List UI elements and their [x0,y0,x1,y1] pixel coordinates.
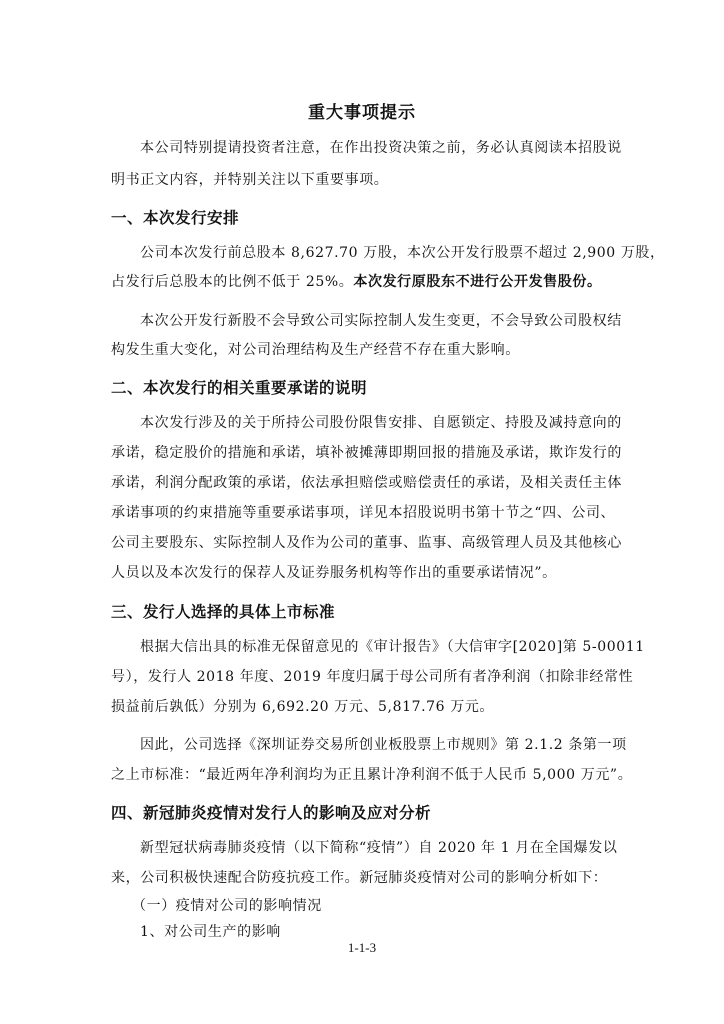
section-1-para-1-line-2 [111,272,613,292]
section-4-para-1-line-2: 来，公司积极快速配合防疫抗疫工作。新冠肺炎疫情对公司的影响分析如下： [111,870,608,886]
section-1-heading: 一、本次发行安排 [111,209,240,227]
subsection-1-heading: （一）疫情对公司的影响情况 [132,898,322,914]
section-2-line-2: 承诺，稳定股价的措施和承诺，填补被摊薄即期回报的措施及承诺，欺诈发行的 [111,445,622,461]
section-2-line-3: 承诺，利润分配政策的承诺，依法承担赔偿或赔偿责任的承诺，及相关责任主体 [111,475,622,491]
section-4-heading: 四、新冠肺炎疫情对发行人的影响及应对分析 [111,804,432,822]
section-2-line-6: 人员以及本次发行的保荐人及证券服务机构等作出的重要承诺情况”。 [111,565,557,581]
section-1-para-2-line-2: 构发生重大变化，对公司治理结构及生产经营不存在重大影响。 [111,342,520,358]
section-2-line-4: 承诺事项的约束措施等重要承诺事项，详见本招股说明书第十节之“四、公司、 [111,505,616,521]
issuance-ratio-text: 占发行后总股本的比例不低于 25%。 [111,274,354,290]
intro-line-1: 本公司特别提请投资者注意，在作出投资决策之前，务必认真阅读本招股说 [140,140,622,156]
section-2-line-5: 公司主要股东、实际控制人及作为公司的董事、监事、高级管理人员及其他核心 [111,535,622,551]
section-1-para-2-line-1: 本次公开发行新股不会导致公司实际控制人发生变更，不会导致公司股权结 [140,313,622,329]
page-title: 重大事项提示 [308,103,416,123]
section-3-para-1-line-2: 号），发行人 2018 年度、2019 年度归属于母公司所有者净利润（扣除非经常性 [111,669,634,685]
subsection-1-1-heading: 1、对公司生产的影响 [140,924,281,940]
page-number: 1-1-3 [347,940,377,955]
section-1-para-1-line-1: 公司本次发行前总股本 8,627.70 万股，本次公开发行股票不超过 2,900 万股， [140,245,665,261]
no-shareholder-sale-note: 本次发行原股东不进行公开发售股份。 [353,274,602,290]
intro-line-2: 明书正文内容，并特别关注以下重要事项。 [111,172,389,188]
section-3-heading: 三、发行人选择的具体上市标准 [111,603,336,621]
section-2-heading: 二、本次发行的相关重要承诺的说明 [111,379,368,397]
section-3-para-2-line-1: 因此，公司选择《深圳证券交易所创业板股票上市规则》第 2.1.2 条第一项 [140,737,627,753]
section-2-line-1: 本次发行涉及的关于所持公司股份限售安排、自愿锁定、持股及减持意向的 [140,415,622,431]
section-3-para-2-line-2: 之上市标准：“最近两年净利润均为正且累计净利润不低于人民币 5,000 万元”。 [111,767,633,783]
section-3-para-1-line-3: 损益前后孰低）分别为 6,692.20 万元、5,817.76 万元。 [111,699,495,715]
section-3-para-1-line-1: 根据大信出具的标准无保留意见的《审计报告》（大信审字[2020]第 5-00011 [140,639,645,655]
section-4-para-1-line-1: 新型冠状病毒肺炎疫情（以下简称“疫情”）自 2020 年 1 月在全国爆发以 [140,840,618,856]
